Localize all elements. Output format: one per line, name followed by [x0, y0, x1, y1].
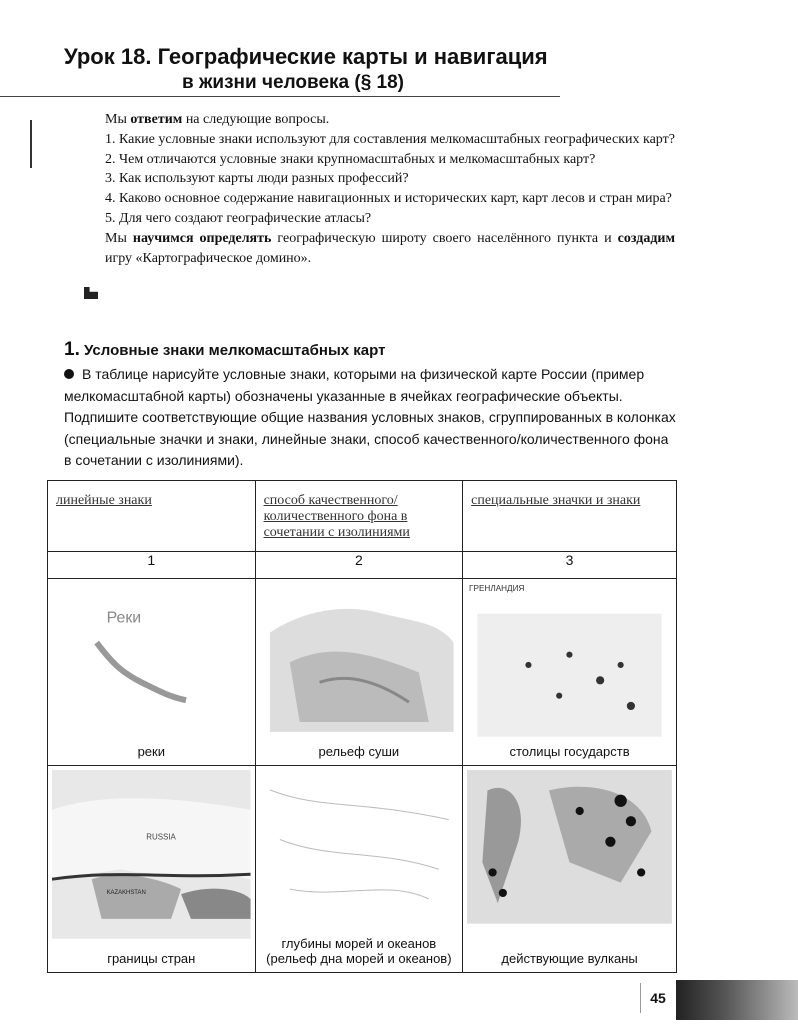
header-cell-1[interactable]: линейные знаки	[48, 481, 256, 552]
header-cell-3[interactable]: специальные значки и знаки	[463, 481, 677, 552]
page-edge-tab	[676, 980, 798, 1020]
cell-caption: столицы государств	[509, 744, 630, 759]
depths-map-image	[260, 770, 459, 919]
volcanoes-map-image	[467, 770, 672, 924]
cell-rivers	[48, 579, 256, 766]
margin-bar	[30, 120, 32, 168]
question-2: 2. Чем отличаются условные знаки крупномасштабных и мелкомасштабных карт?	[105, 151, 596, 167]
cell-depths	[255, 766, 463, 973]
section-heading: 1. Условные знаки мелкомасштабных карт	[64, 339, 386, 360]
cell-caption: рельеф суши	[318, 744, 400, 759]
question-1: 1. Какие условные знаки используют для составления мелкомасштабных географических карт?	[105, 131, 675, 147]
cell-borders	[48, 766, 256, 973]
column-number: 3	[463, 552, 677, 579]
cell-caption: границы стран	[107, 951, 196, 966]
cell-capitals	[463, 579, 677, 766]
title-line-2: в жизни человека (§ 18)	[182, 72, 404, 93]
cell-relief	[255, 579, 463, 766]
svg-text:KAZAKHSTAN: KAZAKHSTAN	[106, 890, 146, 897]
cell-caption: действующие вулканы	[501, 951, 638, 966]
relief-map-image	[260, 583, 459, 742]
cell-caption: глубины морей и океанов (рельеф дна морей и океанов)	[266, 936, 452, 966]
capitals-map-image	[467, 583, 672, 747]
intro-answer: Мы ответим на следующие вопросы.	[105, 112, 330, 127]
column-number: 2	[255, 552, 463, 579]
lesson-number: Урок 18.	[64, 44, 152, 69]
header-cell-2[interactable]: способ качественного/количественного фона в сочетании с изолиниями	[255, 481, 463, 552]
goal-marker-icon	[84, 287, 98, 299]
question-5: 5. Для чего создают географические атласы?	[105, 210, 372, 226]
column-number: 1	[48, 552, 256, 579]
question-3: 3. Как используют карты люди разных профессий?	[105, 171, 409, 187]
title-line-1: Географические карты и навигация	[157, 44, 548, 69]
question-4: 4. Каково основное содержание навигационных и исторических карт, карт лесов и стран мира?	[105, 191, 672, 207]
title-rule	[0, 96, 560, 97]
intro-learn: Мы научимся определять географическую широту своего населённого пункта и создадим игру «Картографическое домино».	[105, 230, 676, 266]
bullet-dot-icon	[64, 369, 74, 379]
svg-text:ГРЕНЛАНДИЯ: ГРЕНЛАНДИЯ	[469, 584, 525, 594]
river-symbol-drawing	[52, 583, 251, 742]
svg-text:Реки: Реки	[106, 609, 142, 627]
borders-map-image	[52, 770, 251, 939]
cell-volcanoes	[463, 766, 677, 973]
cell-caption: реки	[137, 744, 165, 759]
svg-text:RUSSIA: RUSSIA	[146, 832, 176, 842]
page-number: 45	[640, 983, 675, 1013]
intro-block	[105, 110, 675, 268]
lesson-title	[64, 44, 548, 70]
symbols-table	[47, 480, 677, 973]
task-text: В таблице нарисуйте условные знаки, которыми на физической карте России (пример мелкомасштабной карты) обозначены указанные в ячейках географические объекты. Подпишите соответствующие общие названия условных знаков, сгруппированных в колонках (специальные значки и знаки, линейные знаки, способ качественного/количественного фона в сочетании с изолиниями).	[64, 366, 676, 468]
